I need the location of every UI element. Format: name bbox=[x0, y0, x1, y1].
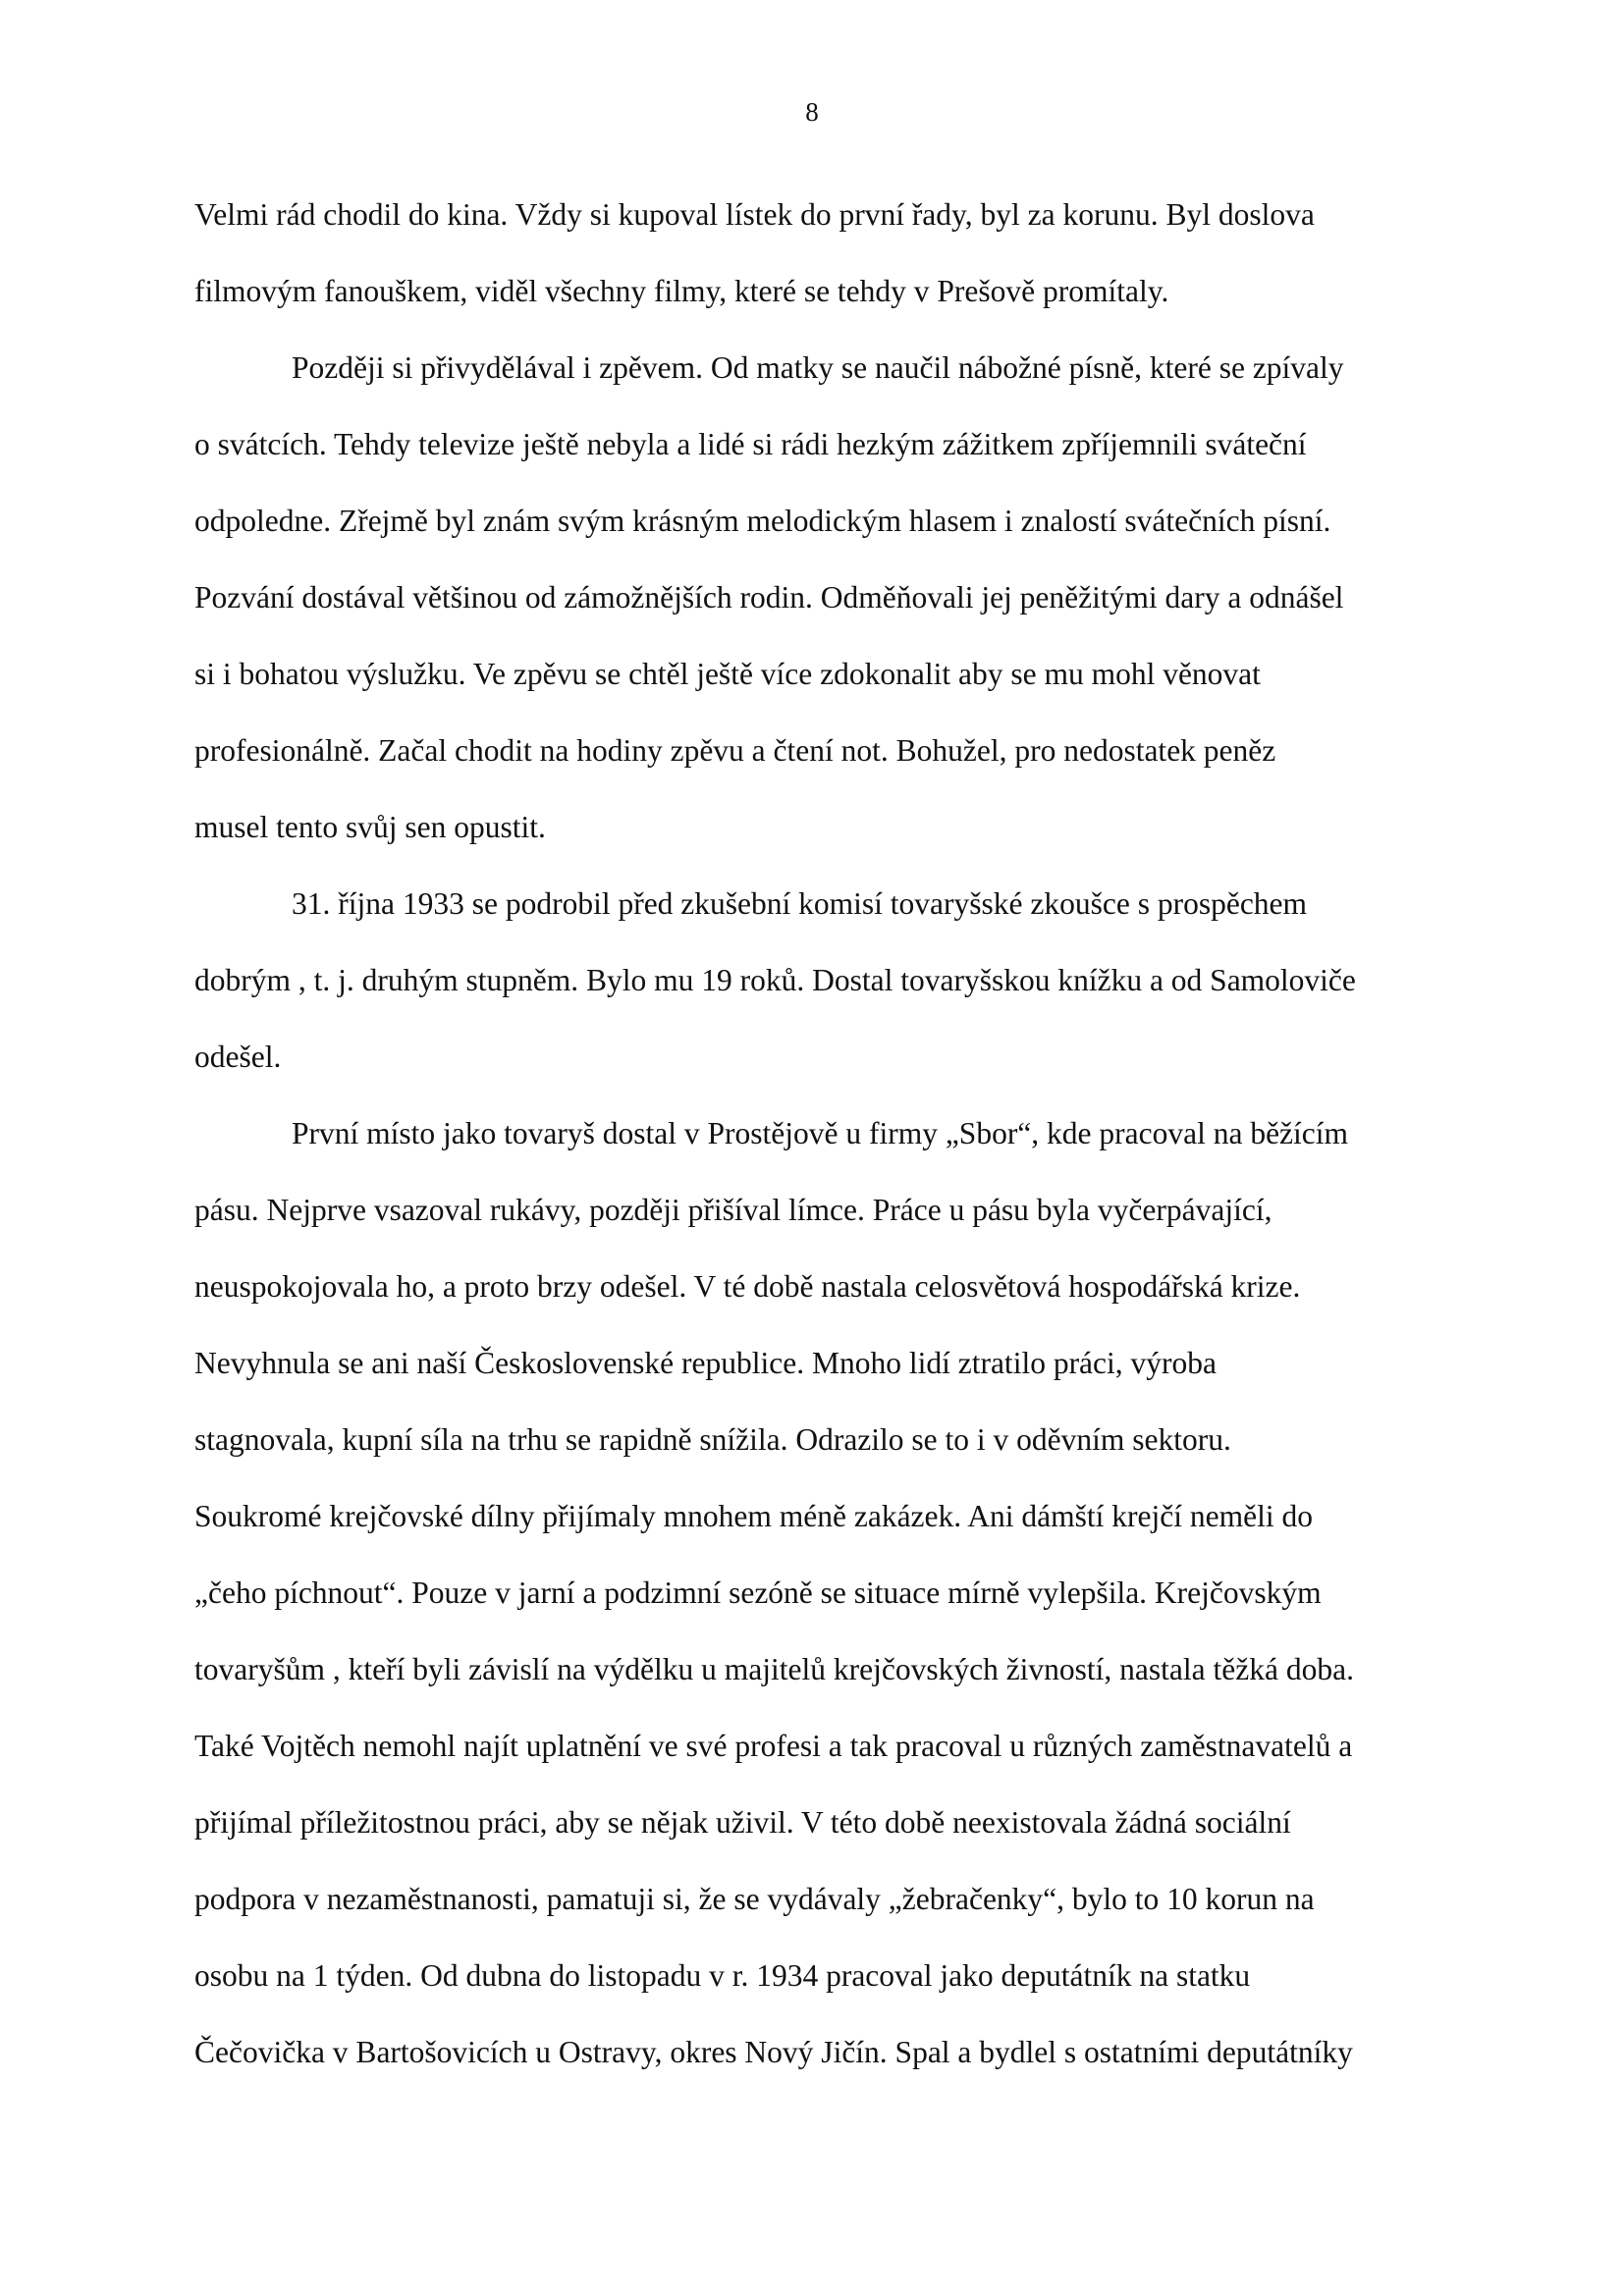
body-text bbox=[194, 188, 1441, 2103]
text-line: „čeho píchnout“. Pouze v jarní a podzimní sezóně se situace mírně vylepšila. Krejčovským bbox=[194, 1575, 1322, 1610]
text-line: tovaryšům , kteří byli závislí na výdělku u majitelů krejčovských živností, nastala těžká doba. bbox=[194, 1652, 1354, 1686]
text-line: musel tento svůj sen opustit. bbox=[194, 810, 546, 844]
text-line: Nevyhnula se ani naší Československé republice. Mnoho lidí ztratilo práci, výroba bbox=[194, 1346, 1217, 1380]
text-line: stagnovala, kupní síla na trhu se rapidně snížila. Odrazilo se to i v oděvním sektoru. bbox=[194, 1422, 1231, 1457]
text-line: 31. října 1933 se podrobil před zkušební komisí tovaryšské zkoušce s prospěchem bbox=[292, 886, 1308, 921]
text-line: Velmi rád chodil do kina. Vždy si kupoval lístek do první řady, byl za korunu. Byl doslova bbox=[194, 197, 1315, 232]
text-line: odpoledne. Zřejmě byl znám svým krásným melodickým hlasem i znalostí svátečních písní. bbox=[194, 504, 1331, 538]
text-line: neuspokojovala ho, a proto brzy odešel. V té době nastala celosvětová hospodářská krize. bbox=[194, 1269, 1301, 1304]
text-line: První místo jako tovaryš dostal v Prostějově u firmy „Sbor“, kde pracoval na běžícím bbox=[292, 1116, 1349, 1150]
text-line: filmovým fanouškem, viděl všechny filmy, které se tehdy v Prešově promítaly. bbox=[194, 274, 1169, 308]
text-line: podpora v nezaměstnanosti, pamatuji si, že se vydávaly „žebračenky“, bylo to 10 korun na bbox=[194, 1882, 1315, 1916]
text-line: Čečovička v Bartošovicích u Ostravy, okres Nový Jičín. Spal a bydlel s ostatními deputátníky bbox=[194, 2035, 1353, 2069]
text-line: profesionálně. Začal chodit na hodiny zpěvu a čtení not. Bohužel, pro nedostatek peněz bbox=[194, 733, 1276, 768]
text-line: osobu na 1 týden. Od dubna do listopadu v r. 1934 pracoval jako deputátník na statku bbox=[194, 1958, 1251, 1993]
text-line: Také Vojtěch nemohl najít uplatnění ve své profesi a tak pracoval u různých zaměstnavatelů a bbox=[194, 1729, 1353, 1763]
text-line: Pozvání dostával většinou od zámožnějších rodin. Odměňovali jej peněžitými dary a odnášel bbox=[194, 580, 1344, 614]
text-line: dobrým , t. j. druhým stupněm. Bylo mu 19 roků. Dostal tovaryšskou knížku a od Samoloviče bbox=[194, 963, 1356, 997]
text-line: si i bohatou výslužku. Ve zpěvu se chtěl ještě více zdokonalit aby se mu mohl věnovat bbox=[194, 657, 1261, 691]
text-line: o svátcích. Tehdy televize ještě nebyla a lidé si rádi hezkým zážitkem zpříjemnili sváteční bbox=[194, 427, 1307, 461]
text-line: odešel. bbox=[194, 1040, 282, 1074]
text-line: přijímal příležitostnou práci, aby se nějak uživil. V této době neexistovala žádná sociální bbox=[194, 1805, 1291, 1840]
page-number: 8 bbox=[805, 97, 819, 127]
text-line: Později si přivydělával i zpěvem. Od matky se naučil nábožné písně, které se zpívaly bbox=[292, 350, 1344, 385]
text-line: pásu. Nejprve vsazoval rukávy, později přišíval límce. Práce u pásu byla vyčerpávající, bbox=[194, 1193, 1272, 1227]
text-line: Soukromé krejčovské dílny přijímaly mnohem méně zakázek. Ani dámští krejčí neměli do bbox=[194, 1499, 1313, 1533]
